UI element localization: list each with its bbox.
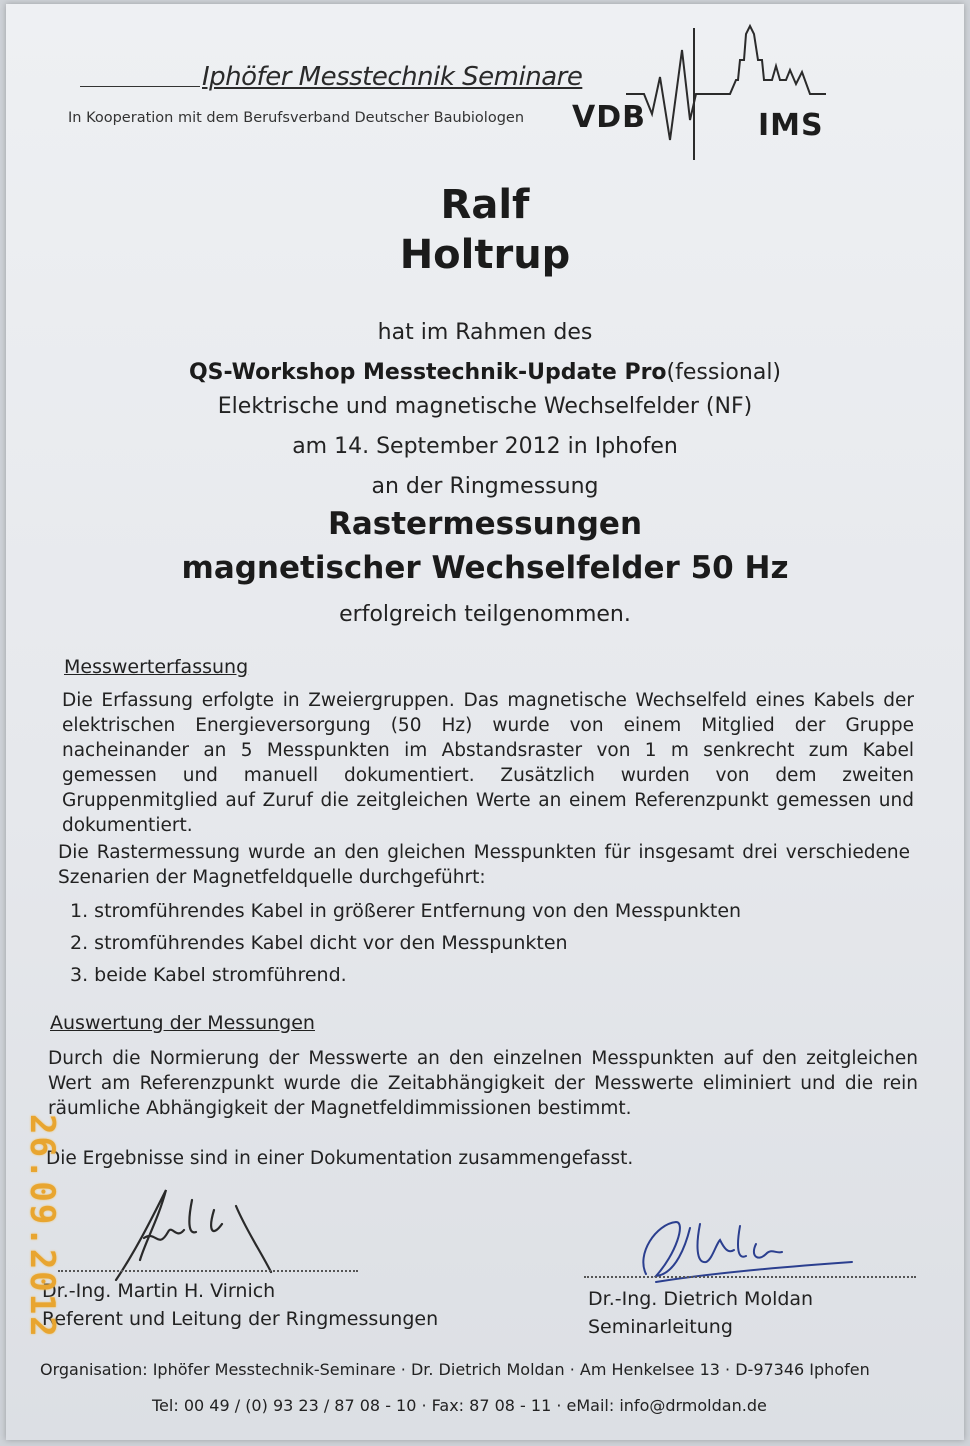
section2-paragraph2-text: Die Ergebnisse sind in einer Dokumentation zusammengefasst. [46,1148,634,1169]
signature-moldan-icon [616,1204,876,1294]
outcome-text: erfolgreich teilgenommen. [339,602,631,627]
section1-paragraph2 [58,840,910,890]
workshop-title-bold: QS-Workshop Messtechnik-Update Pro [188,360,667,385]
footer-organisation: Organisation: Iphöfer Messtechnik-Seminare · Dr. Dietrich Moldan · Am Henkelsee 13 · D-97346 Iphofen [40,1360,870,1379]
date-place-text: am 14. September 2012 in Iphofen [292,434,678,459]
brand-title: Iphöfer Messtechnik Seminare [202,62,583,92]
list-item: 3. beide Kabel stromführend. [70,964,347,986]
signer-right-name: Dr.-Ing. Dietrich Moldan [588,1288,814,1310]
measurement-title-line2: magnetischer Wechselfelder 50 Hz [181,550,789,586]
section1-paragraph2-text: Die Rastermessung wurde an den gleichen Messpunkten für insgesamt drei verschiedene Szenarien der Magnetfeldquelle durchgeführt: [58,842,910,888]
skyline-pulse-logo-icon [626,22,846,162]
topic-text: Elektrische und magnetische Wechselfelder (NF) [217,394,753,419]
section2-paragraph2 [46,1146,916,1171]
signer-left-name: Dr.-Ing. Martin H. Virnich [42,1280,276,1302]
workshop-title-rest: (fessional) [666,360,782,385]
signature-line-right [584,1276,916,1278]
intro-text: hat im Rahmen des [377,320,593,345]
recipient-first-name: Ralf [440,182,530,228]
cooperation-text: In Kooperation mit dem Berufsverband Deutscher Baubiologen [68,110,525,126]
vdb-logo-text: VDB [572,100,646,135]
certificate-sheet [6,4,964,1440]
signature-line-left [58,1270,358,1272]
footer-contact: Tel: 00 49 / (0) 93 23 / 87 08 - 10 · Fax: 87 08 - 11 · eMail: info@drmoldan.de [152,1396,767,1415]
section1-paragraph1 [62,688,914,838]
workshop-title [6,360,964,385]
ring-text: an der Ringmessung [371,474,599,499]
signer-right-role: Seminarleitung [588,1316,733,1338]
section2-paragraph1-text: Durch die Normierung der Messwerte an den einzelnen Messpunkten auf den zeitgleichen Wert am Referenzpunkt wurde die Zeitabhängigkeit der Messwerte eliminiert und die rein räumliche Abhängigkeit der Magnetfeldimmissionen bestimmt. [48,1048,918,1119]
list-item: 1. stromführendes Kabel in größerer Entfernung von den Messpunkten [70,900,742,922]
section-heading-messwerterfassung: Messwerterfassung [64,656,249,678]
signer-left-role: Referent und Leitung der Ringmessungen [42,1308,439,1330]
brand-rule [80,86,200,87]
section2-paragraph1 [48,1046,918,1121]
section-heading-auswertung: Auswertung der Messungen [50,1012,315,1034]
list-item: 2. stromführendes Kabel dicht vor den Messpunkten [70,932,568,954]
ims-logo-text: IMS [758,108,824,143]
section1-paragraph1-text: Die Erfassung erfolgte in Zweiergruppen. Das magnetische Wechselfeld eines Kabels der elektrischen Energieversorgung (50 Hz) wurde von einem Mitglied der Gruppe nacheinander an 5 Messpunkten im Abstandsraster von 1 m senkrecht zum Kabel gemessen und manuell dokumentiert. Zusätzlich wurden von dem zweiten Gruppenmitglied auf Zuruf die zeitgleichen Werte an einem Referenzpunkt gemessen und dokumentiert. [62,690,914,836]
recipient-last-name: Holtrup [399,232,571,278]
measurement-title-line1: Rastermessungen [327,506,643,542]
camera-date-stamp: 26.09.2012 [22,1114,62,1339]
signature-virnich-icon [96,1180,326,1290]
